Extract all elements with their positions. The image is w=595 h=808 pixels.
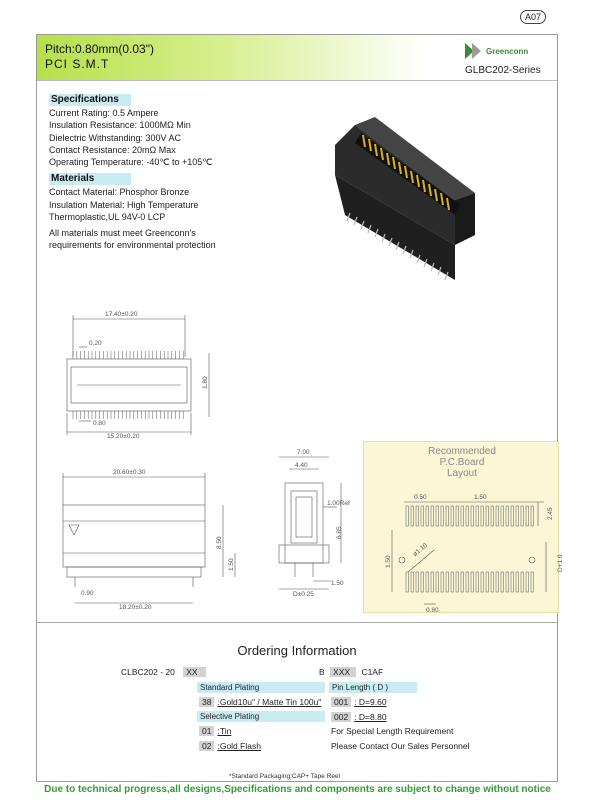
- logo-icon: [465, 43, 483, 59]
- spec-line: Dielectric Withstanding: 300V AC: [49, 132, 182, 143]
- spec-line: Operating Temperature: -40℃ to +105℃: [49, 157, 213, 168]
- front-h2-dim: 1.50: [228, 558, 235, 571]
- spec-line: Contact Resistance: 20mΩ Max: [49, 144, 176, 155]
- spec-block: [49, 93, 279, 251]
- top-pitch-small-dim: 0.20: [89, 340, 102, 347]
- selective-2-desc: :Gold Flash: [217, 741, 261, 751]
- pcb-d4-dim: 1.50: [385, 555, 392, 568]
- material-line: Contact Material: Phosphor Bronze: [49, 187, 190, 198]
- pcb-d2-dim: 1.50: [474, 494, 487, 501]
- datasheet-frame: [36, 34, 564, 782]
- part-code-row: [121, 667, 209, 677]
- material-line: Thermoplastic,UL 94V-0 LCP: [49, 211, 166, 222]
- top-height-dim: 1.80: [202, 376, 209, 389]
- side-ref-dim: 1.00Ref: [327, 500, 350, 507]
- standard-plating-code: 38: [199, 697, 214, 707]
- code-mid: B: [319, 667, 325, 677]
- side-width-dim: 7.00: [297, 449, 310, 456]
- pin-1-desc: : D=9.60: [354, 697, 387, 707]
- header-band: [37, 35, 557, 81]
- packaging-note: *Standard Packaging:CAP+ Tape Reel: [229, 773, 340, 780]
- standard-plating-option: [199, 697, 321, 707]
- pin-2-code: 002: [331, 712, 351, 722]
- selective-plating-label: Selective Plating: [197, 711, 325, 722]
- pitch-title: Pitch:0.80mm(0.03"): [45, 42, 154, 56]
- selective-1-code: 01: [199, 726, 214, 736]
- front-width-dim: 20.60±0.30: [113, 469, 146, 476]
- spec-line: Current Rating: 0.5 Ampere: [49, 108, 159, 119]
- top-view-drawing: [57, 307, 227, 439]
- standard-plating-desc: :Gold10u" / Matte Tin 100u": [217, 697, 322, 707]
- top-pitch-dim: 0.80: [93, 420, 106, 427]
- pcb-d1-dim: 0.50: [414, 494, 427, 501]
- code-suffix: C1AF: [361, 667, 384, 677]
- pcb-pad-drawing: [364, 442, 564, 614]
- pin-length-option-2: [331, 712, 387, 722]
- selective-1-desc: :Tin: [217, 726, 232, 736]
- selective-plating-option-2: [199, 741, 261, 751]
- side-height-dim: 6.85: [336, 526, 343, 539]
- pcb-d6-dim: 0.80: [426, 607, 439, 614]
- product-type: PCI S.M.T: [45, 57, 110, 71]
- pcb-layout-title: Recommended P.C.Board Layout: [428, 446, 496, 479]
- material-line: Insulation Material: High Temperature: [49, 199, 199, 210]
- standard-plating-label: Standard Plating: [197, 682, 325, 693]
- front-h1-dim: 8.50: [216, 536, 223, 549]
- brand-logo: [465, 43, 528, 59]
- top-span-dim: 15.20±0.20: [107, 433, 140, 440]
- code-box-pin-length: XXX: [330, 667, 356, 677]
- code-prefix: CLBC202 - 20: [121, 667, 175, 677]
- materials-note: requirements for environmental protection: [49, 240, 216, 251]
- connector-photo: [305, 105, 495, 295]
- brand-name: Greenconn: [486, 46, 529, 56]
- page-tag: A07: [520, 10, 546, 24]
- pin-length-option-1: [331, 697, 387, 707]
- materials-note: All materials must meet Greenconn's: [49, 228, 196, 239]
- side-view-drawing: [265, 447, 361, 597]
- footer-notice: Due to technical progress,all designs,Specifications and components are subject to change without notice: [44, 784, 551, 795]
- pin-2-desc: : D=8.80: [354, 712, 387, 722]
- pcb-hole-dim: ø1.10: [411, 542, 429, 559]
- materials-heading: Materials: [49, 173, 131, 185]
- ordering-title: Ordering Information: [237, 643, 357, 658]
- spec-line: Insulation Resistance: 1000MΩ Min: [49, 120, 191, 131]
- series-name: GLBC202-Series: [465, 65, 541, 76]
- ordering-divider: [37, 622, 557, 623]
- front-foot-dim: 0.90: [81, 590, 94, 597]
- pcb-d5-dim: D+1.0: [557, 554, 564, 572]
- pin-length-label: Pin Length ( D ): [329, 682, 417, 693]
- specifications-heading: Specifications: [49, 94, 131, 106]
- front-span-dim: 18.20±0.20: [119, 604, 152, 611]
- selective-plating-option-1: [199, 726, 231, 736]
- pcb-layout-panel: [363, 441, 564, 614]
- side-leg-dim: 1.50: [331, 580, 344, 587]
- front-view-drawing: [53, 465, 253, 610]
- special-length-note: For Special Length Requirement: [331, 726, 454, 736]
- top-width-dim: 17.40±0.20: [105, 311, 138, 318]
- side-d-dim: D±0.25: [293, 591, 314, 598]
- part-code-row-2: [319, 667, 383, 677]
- selective-2-code: 02: [199, 741, 214, 751]
- pin-1-code: 001: [331, 697, 351, 707]
- side-inner-dim: 4.40: [295, 462, 308, 469]
- code-box-plating: XX: [183, 667, 205, 677]
- contact-sales-note: Please Contact Our Sales Personnel: [331, 741, 470, 751]
- pcb-d3-dim: 2.45: [547, 507, 554, 520]
